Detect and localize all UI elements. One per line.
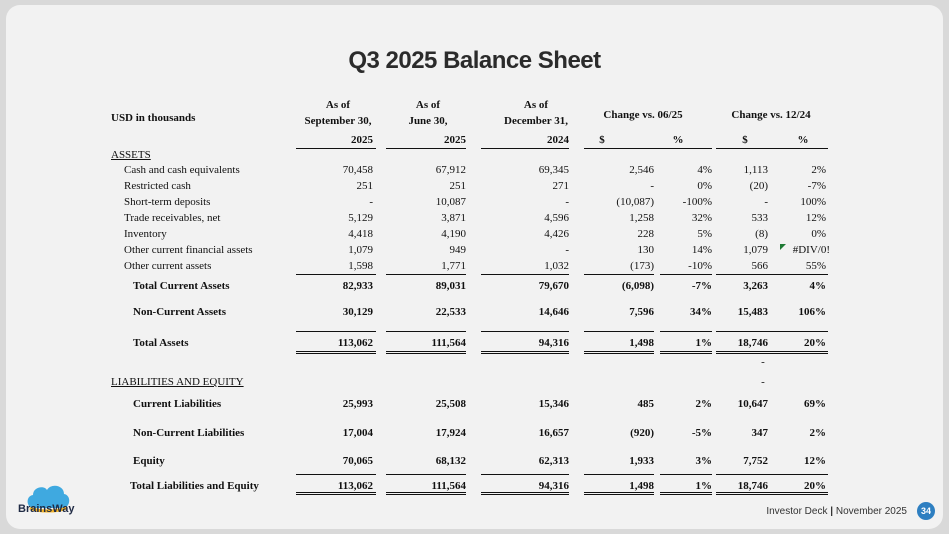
row-value: 0%	[697, 180, 712, 192]
table-rule	[296, 492, 376, 493]
row-value: 7,596	[629, 306, 654, 318]
units-label: USD in thousands	[111, 112, 196, 124]
row-value: -	[369, 196, 373, 208]
stray-dash: -	[761, 356, 765, 368]
row-value: -	[764, 196, 768, 208]
header-dollar: $	[742, 134, 748, 146]
row-value: (920)	[630, 427, 654, 439]
row-value: 55%	[805, 260, 826, 272]
row-value: 20%	[804, 480, 826, 492]
row-value: 1%	[695, 337, 712, 349]
row-value: 1,598	[348, 260, 373, 272]
table-rule	[584, 331, 654, 332]
row-label: Other current financial assets	[124, 244, 253, 256]
table-rule	[584, 351, 654, 352]
row-value: 1%	[695, 480, 712, 492]
header-rule	[481, 148, 569, 149]
table-rule	[584, 274, 654, 275]
table-rule	[660, 351, 712, 352]
row-value: 69%	[804, 398, 826, 410]
row-value: -100%	[682, 196, 712, 208]
row-value: 7,752	[743, 455, 768, 467]
table-rule	[772, 474, 828, 475]
table-rule	[660, 494, 712, 495]
header-col-1: As of	[325, 99, 351, 111]
header-pct: %	[672, 134, 684, 146]
table-rule	[386, 494, 466, 495]
row-value: 69,345	[538, 164, 569, 176]
header-change-1224: Change vs. 12/24	[731, 109, 811, 121]
table-rule	[772, 274, 828, 275]
row-value: 566	[751, 260, 768, 272]
table-rule	[386, 474, 466, 475]
header-col-1: September 30,	[304, 115, 372, 127]
row-value: 1,079	[348, 244, 373, 256]
table-rule	[716, 474, 772, 475]
table-rule	[481, 494, 569, 495]
table-rule	[772, 331, 828, 332]
row-value: -	[650, 180, 654, 192]
table-rule	[481, 474, 569, 475]
row-value: 25,993	[342, 398, 373, 410]
row-value: 89,031	[435, 280, 466, 292]
row-value: 30,129	[342, 306, 373, 318]
header-col-2: June 30,	[408, 115, 448, 127]
table-rule	[660, 474, 712, 475]
row-value: 15,483	[737, 306, 768, 318]
row-value: 113,062	[337, 480, 373, 492]
table-rule	[296, 474, 376, 475]
row-label: Cash and cash equivalents	[124, 164, 240, 176]
row-value: 533	[751, 212, 768, 224]
row-value: 1,933	[629, 455, 654, 467]
row-value: 70,065	[342, 455, 373, 467]
row-label: Total Assets	[133, 337, 189, 349]
row-value: -7%	[807, 180, 826, 192]
row-value: 1,498	[629, 480, 654, 492]
header-col-3: As of	[523, 99, 549, 111]
row-value: 5,129	[348, 212, 373, 224]
table-rule	[481, 351, 569, 352]
table-rule	[296, 494, 376, 495]
table-rule	[584, 474, 654, 475]
row-value: 111,564	[431, 337, 466, 349]
header-year: 2024	[547, 134, 569, 146]
row-value: 100%	[800, 196, 826, 208]
header-rule	[584, 148, 712, 149]
row-label: Short-term deposits	[124, 196, 211, 208]
header-rule	[716, 148, 828, 149]
footer-separator: |	[830, 506, 834, 517]
table-rule	[481, 492, 569, 493]
header-col-3: December 31,	[504, 115, 568, 127]
row-value: 18,746	[737, 480, 768, 492]
table-rule	[584, 353, 654, 354]
row-value: 17,004	[342, 427, 373, 439]
row-label: Restricted cash	[124, 180, 191, 192]
row-value: (10,087)	[616, 196, 654, 208]
row-value: 10,087	[435, 196, 466, 208]
row-value: (8)	[755, 228, 768, 240]
row-value: 949	[449, 244, 466, 256]
row-value: 271	[552, 180, 569, 192]
row-label: Inventory	[124, 228, 167, 240]
row-value: 67,912	[435, 164, 466, 176]
page-title: Q3 2025 Balance Sheet	[348, 47, 601, 74]
row-value: 34%	[690, 306, 712, 318]
table-rule	[772, 494, 828, 495]
table-rule	[481, 274, 569, 275]
header-year: 2025	[351, 134, 373, 146]
row-value: 94,316	[538, 337, 569, 349]
row-label: Total Liabilities and Equity	[130, 480, 259, 492]
row-value: (173)	[630, 260, 654, 272]
table-rule	[481, 331, 569, 332]
row-value: #DIV/0!	[792, 244, 830, 256]
header-change-0625: Change vs. 06/25	[603, 109, 683, 121]
page-number: 34	[917, 502, 935, 520]
row-value: 12%	[804, 455, 826, 467]
row-value: (20)	[749, 180, 768, 192]
row-label: Non-Current Assets	[133, 306, 226, 318]
table-rule	[386, 353, 466, 354]
table-rule	[296, 331, 376, 332]
row-value: 4,596	[544, 212, 569, 224]
table-rule	[716, 492, 772, 493]
table-rule	[386, 351, 466, 352]
row-value: 251	[449, 180, 466, 192]
row-value: 16,657	[538, 427, 569, 439]
row-value: 14%	[691, 244, 712, 256]
row-value: 62,313	[538, 455, 569, 467]
row-value: 3%	[695, 455, 712, 467]
row-value: 25,508	[435, 398, 466, 410]
footer	[766, 506, 907, 517]
row-value: 113,062	[337, 337, 373, 349]
header-pct: %	[797, 134, 809, 146]
row-value: 22,533	[435, 306, 466, 318]
table-rule	[386, 492, 466, 493]
row-value: 2%	[695, 398, 712, 410]
table-rule	[481, 353, 569, 354]
footer-deck: Investor Deck	[766, 506, 828, 517]
table-rule	[386, 331, 466, 332]
table-rule	[716, 274, 772, 275]
table-rule	[584, 492, 654, 493]
row-label: Current Liabilities	[133, 398, 222, 410]
row-value: 111,564	[431, 480, 466, 492]
row-value: 1,258	[629, 212, 654, 224]
logo-text: BrainsWay	[18, 503, 75, 515]
header-year: 2025	[444, 134, 466, 146]
table-rule	[660, 331, 712, 332]
row-value: -5%	[691, 427, 712, 439]
footer-date: November 2025	[835, 506, 907, 517]
row-label: Other current assets	[124, 260, 212, 272]
section-liabilities: LIABILITIES AND EQUITY	[111, 376, 244, 388]
table-rule	[716, 351, 772, 352]
header-dollar: $	[599, 134, 605, 146]
row-value: 18,746	[737, 337, 768, 349]
row-value: 17,924	[435, 427, 466, 439]
row-value: (6,098)	[621, 280, 654, 292]
row-value: 14,646	[538, 306, 569, 318]
row-value: 4,190	[441, 228, 466, 240]
row-label: Total Current Assets	[133, 280, 230, 292]
table-rule	[772, 351, 828, 352]
row-value: 12%	[805, 212, 826, 224]
table-rule	[772, 353, 828, 354]
row-value: 1,079	[743, 244, 768, 256]
row-label: Non-Current Liabilities	[133, 427, 245, 439]
header-col-2: As of	[415, 99, 441, 111]
table-rule	[296, 351, 376, 352]
table-rule	[716, 353, 772, 354]
row-value: 251	[356, 180, 373, 192]
row-value: 20%	[804, 337, 826, 349]
row-value: 3,263	[743, 280, 768, 292]
row-value: 70,458	[342, 164, 373, 176]
row-value: 1,771	[441, 260, 466, 272]
row-value: 2%	[809, 427, 826, 439]
row-value: -10%	[688, 260, 712, 272]
row-value: 79,670	[538, 280, 569, 292]
row-value: 2%	[811, 164, 826, 176]
row-value: 68,132	[435, 455, 466, 467]
table-rule	[660, 353, 712, 354]
row-value: 485	[637, 398, 654, 410]
table-rule	[584, 494, 654, 495]
row-value: 15,346	[538, 398, 569, 410]
table-rule	[386, 274, 466, 275]
row-value: 130	[637, 244, 654, 256]
table-rule	[296, 274, 376, 275]
row-value: 347	[751, 427, 768, 439]
row-label: Trade receivables, net	[124, 212, 221, 224]
error-flag-icon	[780, 244, 786, 250]
row-value: 4,426	[544, 228, 569, 240]
row-value: 0%	[811, 228, 826, 240]
table-rule	[772, 492, 828, 493]
row-value: 1,498	[629, 337, 654, 349]
row-label: Equity	[133, 455, 165, 467]
row-value: 1,032	[544, 260, 569, 272]
row-value: -	[565, 196, 569, 208]
table-rule	[660, 274, 712, 275]
row-value: 3,871	[441, 212, 466, 224]
table-rule	[716, 494, 772, 495]
row-value: -7%	[691, 280, 712, 292]
stray-dash: -	[761, 376, 765, 388]
table-rule	[296, 353, 376, 354]
row-value: 5%	[697, 228, 712, 240]
row-value: 4%	[809, 280, 826, 292]
section-assets: ASSETS	[111, 149, 151, 161]
row-value: 10,647	[737, 398, 768, 410]
row-value: 4,418	[348, 228, 373, 240]
table-rule	[660, 492, 712, 493]
row-value: 32%	[691, 212, 712, 224]
row-value: 4%	[697, 164, 712, 176]
row-value: -	[565, 244, 569, 256]
row-value: 228	[637, 228, 654, 240]
row-value: 1,113	[743, 164, 768, 176]
row-value: 82,933	[342, 280, 373, 292]
row-value: 2,546	[629, 164, 654, 176]
header-rule	[386, 148, 466, 149]
header-rule	[296, 148, 376, 149]
row-value: 106%	[798, 306, 826, 318]
table-rule	[716, 331, 772, 332]
row-value: 94,316	[538, 480, 569, 492]
